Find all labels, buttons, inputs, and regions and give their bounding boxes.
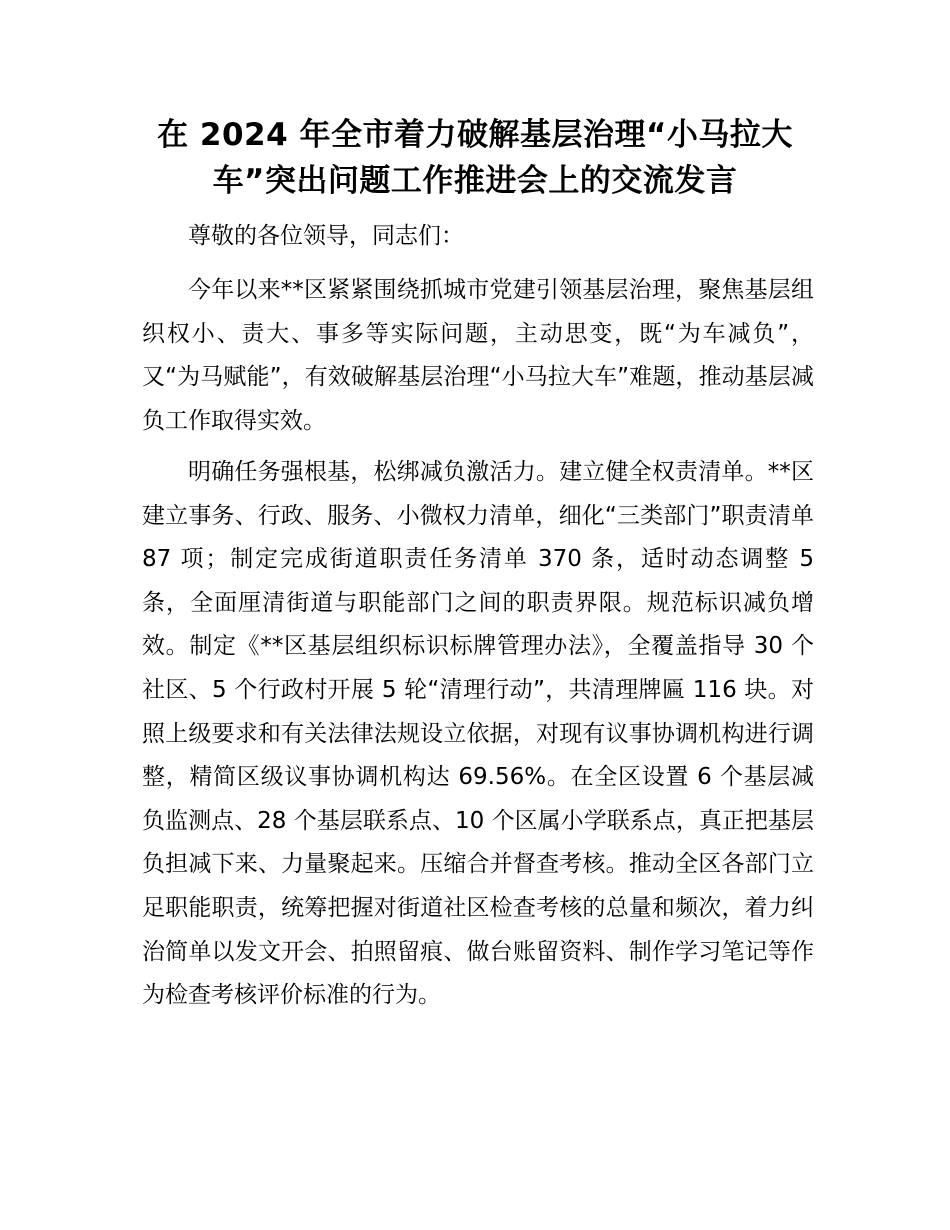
salutation: 尊敬的各位领导，同志们：: [188, 223, 464, 249]
body-paragraph: 今年以来**区紧紧围绕抓城市党建引领基层治理，聚焦基层组织权小、责大、事多等实际问题，主动思变，既“为车减负”，又“为马赋能”，有效破解基层治理“小马拉大车”难题，推动基层减负工作取得实效。: [142, 277, 814, 434]
body-paragraph: 明确任务强根基，松绑减负激活力。建立健全权责清单。**区建立事务、行政、服务、小微权力清单，细化“三类部门”职责清单 87 项；制定完成街道职责任务清单 370 条，适时动态调整 5 条，全面厘清街道与职能部门之间的职责界限。规范标识减负增效。制定《**区基层组织标识标牌管理办法》，全覆盖指导 30 个社区、5 个行政村开展 5 轮“清理行动”，共清理牌匾 116 块。对照上级要求和有关法律法规设立依据，对现有议事协调机构进行调整，精简区级议事协调机构达 69.56%。在全区设置 6 个基层减负监测点、28 个基层联系点、10 个区属小学联系点，真正把基层负担减下来、力量聚起来。压缩合并督查考核。推动全区各部门立足职能职责，统筹把握对街道社区检查考核的总量和频次，着力纠治简单以发文开会、拍照留痕、做台账留资料、制作学习笔记等作为检查考核评价标准的行为。: [142, 459, 814, 1009]
document-title: 在 2024 年全市着力破解基层治理“小马拉大车”突出问题工作推进会上的交流发言: [157, 117, 793, 199]
